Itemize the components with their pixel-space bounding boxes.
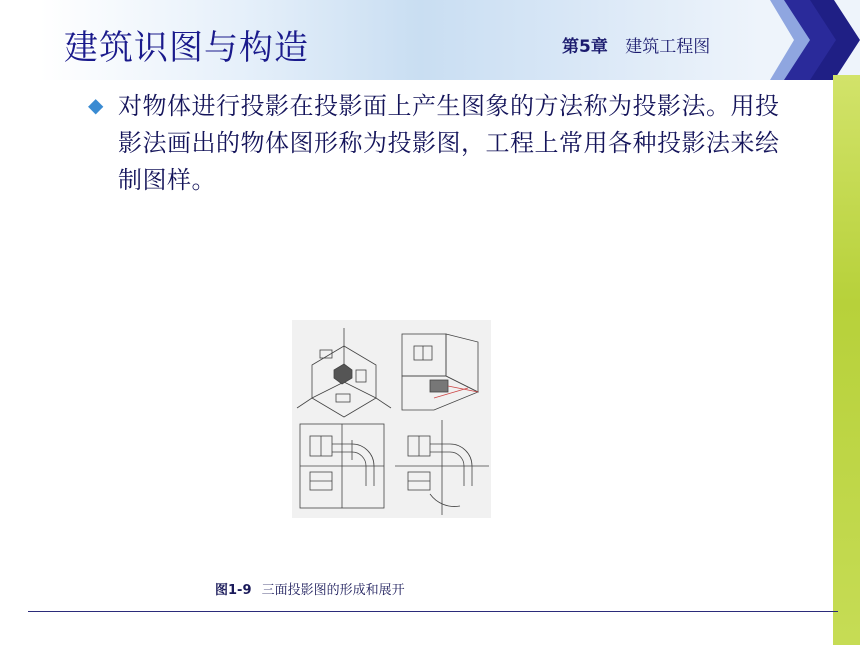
diamond-icon: ◆ <box>88 93 104 117</box>
decorative-side-bar <box>833 75 860 645</box>
chapter-label <box>562 32 710 57</box>
projection-figure <box>292 320 491 518</box>
body-paragraph: 对物体进行投影在投影面上产生图象的方法称为投影法。用投影法画出的物体图形称为投影图，工程上常用各种投影法来绘制图样。 <box>118 92 780 194</box>
chapter-number: 第5章 <box>562 37 608 57</box>
figure-caption <box>215 579 405 598</box>
slide-title: 建筑识图与构造 <box>64 28 309 68</box>
slide-header <box>0 0 860 80</box>
projection-drawing <box>292 320 491 518</box>
footer-divider <box>28 611 838 612</box>
chevron-arrow-icon <box>770 0 860 80</box>
figure-number: 图1-9 <box>215 583 252 598</box>
figure-caption-text: 三面投影图的形成和展开 <box>261 583 405 598</box>
chapter-title: 建筑工程图 <box>625 37 711 57</box>
